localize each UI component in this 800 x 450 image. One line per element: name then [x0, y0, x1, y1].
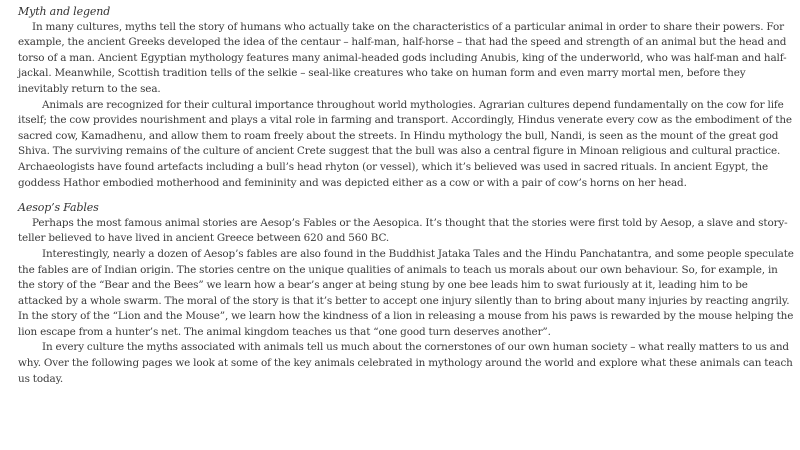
section-heading: Myth and legend [18, 5, 111, 18]
section-myth-and-legend [18, 4, 794, 191]
paragraph: In many cultures, myths tell the story of humans who actually take on the characteristics of a particular animal in order to share their powers. For example, the ancient Greeks developed the idea of the centaur – half-man, half-horse – that had the speed and strength of an animal but the head and torso of a man. Ancient Egyptian mythology features many animal-headed gods including Anubis, king of the underworld, who was half-man and half-jackal. Meanwhile, Scottish tradition tells of the selkie – seal-like creatures who take on human form and even marry mortal men, before they inevitably return to the sea. [18, 20, 787, 95]
paragraph: Interestingly, nearly a dozen of Aesop’s fables are also found in the Buddhist Jataka Tales and the Hindu Panchatantra, and some people speculate the fables are of Indian origin. The stories centre on the unique qualities of animals to teach us morals about our own behaviour. So, for example, in the story of the “Bear and the Bees” we learn how a bear’s anger at being stung by one bee leads him to swat furiously at it, leading him to be attacked by a whole swarm. The moral of the story is that it’s better to accept one injury silently than to bring about many injuries by reacting angrily. In the story of the “Lion and the Mouse”, we learn how the kindness of a lion in releasing a mouse from his paws is rewarded by the mouse helping the lion escape from a hunter’s net. The animal kingdom teaches us that “one good turn deserves another”. [18, 247, 794, 338]
paragraph: In every culture the myths associated with animals tell us much about the cornerstones of our own human society – what really matters to us and why. Over the following pages we look at some of the key animals celebrated in mythology around the world and explore what these animals can teach us today. [18, 341, 793, 385]
document-page [18, 4, 794, 387]
section-heading: Aesop’s Fables [18, 201, 99, 215]
paragraph: Perhaps the most famous animal stories are Aesop’s Fables or the Aesopica. It’s thought that the stories were first told by Aesop, a slave and story-teller believed to have lived in ancient Greece between 620 and 560 BC. [18, 216, 788, 245]
paragraph: Animals are recognized for their cultural importance throughout world mythologies. Agrarian cultures depend fundamentally on the cow for life itself; the cow provides nourishment and plays a vital role in farming and transport. Accordingly, Hindus venerate every cow as the embodiment of the sacred cow, Kamadhenu, and allow them to roam freely about the streets. In Hindu mythology the bull, Nandi, is seen as the mount of the great god Shiva. The surviving remains of the culture of ancient Crete suggest that the bull was also a central figure in Minoan religious and cultural practice. Archaeologists have found artefacts including a bull’s head rhyton (or vessel), which it’s believed was used in sacred rituals. In ancient Egypt, the goddess Hathor embodied motherhood and femininity and was depicted either as a cow or with a pair of cow’s horns on her head. [18, 98, 792, 189]
section-aesops-fables [18, 200, 794, 387]
